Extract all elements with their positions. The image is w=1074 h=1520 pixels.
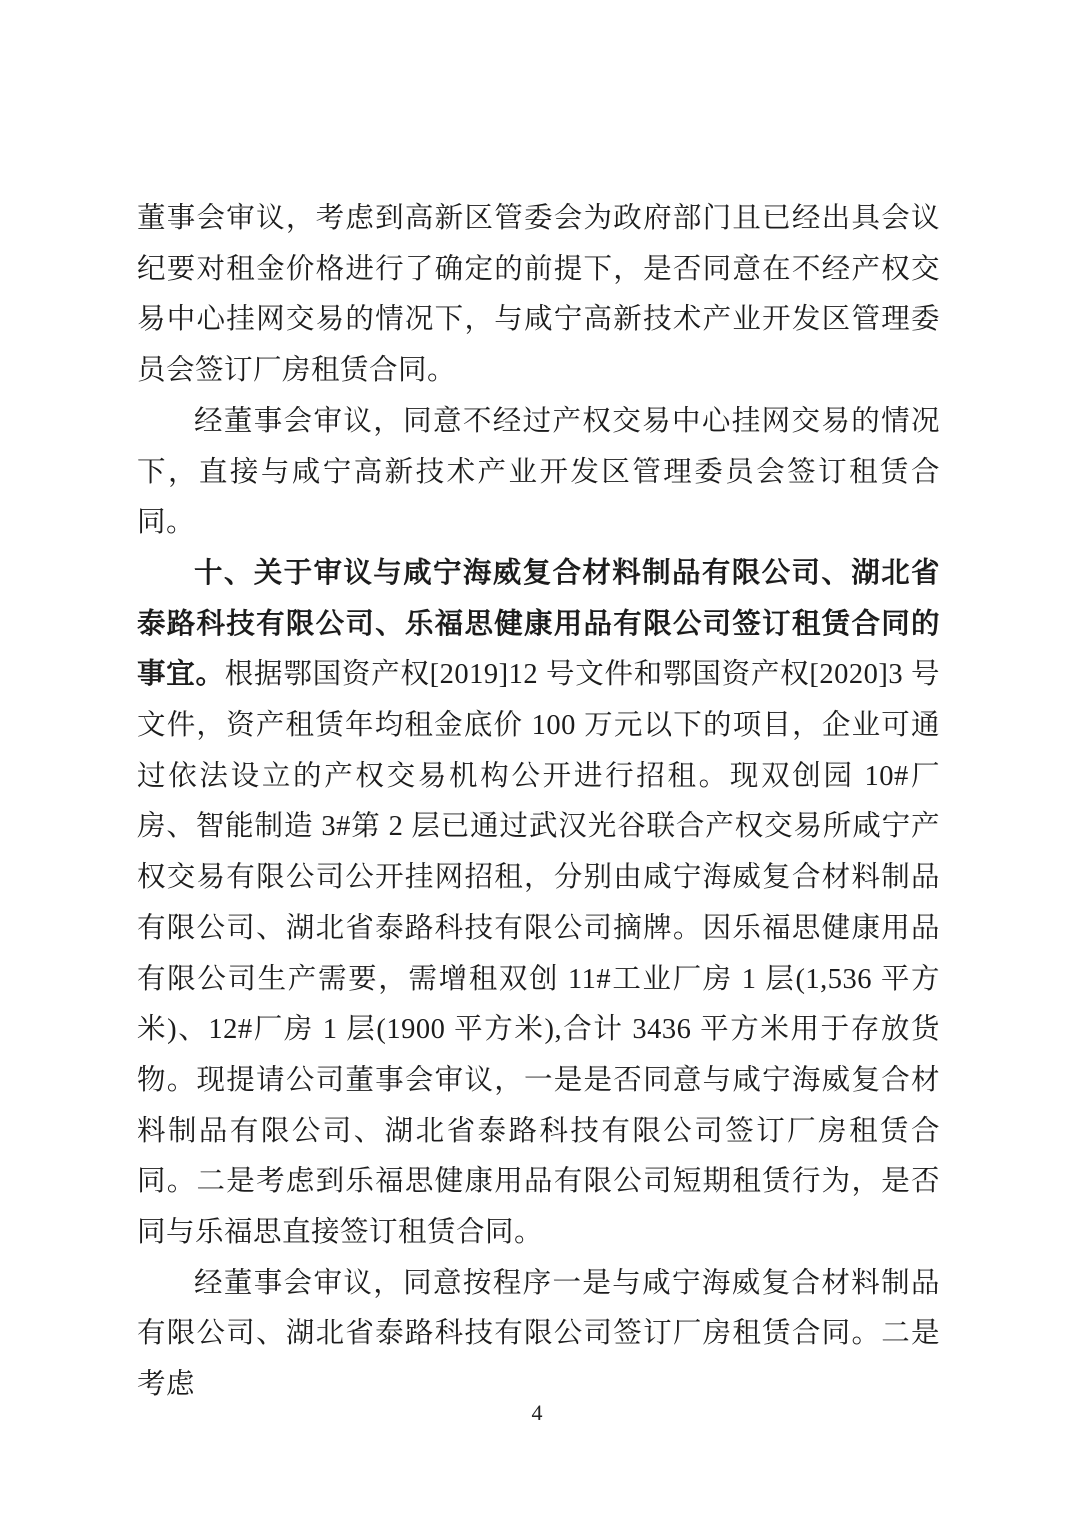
paragraph-item-10 [137, 549, 940, 1259]
document-body [137, 194, 940, 1411]
page-number: 4 [531, 1400, 543, 1425]
page-footer [0, 1398, 1074, 1428]
paragraph-resolution-item9: 经董事会审议，同意不经过产权交易中心挂网交易的情况下，直接与咸宁高新技术产业开发区管理委员会签订租赁合同。 [137, 405, 940, 539]
paragraph-continuation: 董事会审议，考虑到高新区管委会为政府部门且已经出具会议纪要对租金价格进行了确定的前提下，是否同意在不经产权交易中心挂网交易的情况下，与咸宁高新技术产业开发区管理委员会签订厂房租赁合同。 [137, 203, 940, 387]
section-body-item-10: 根据鄂国资产权[2019]12 号文件和鄂国资产权[2020]3 号文件，资产租赁年均租金底价 100 万元以下的项目，企业可通过依法设立的产权交易机构公开进行招租。现双创园 10#厂房、智能制造 3#第 2 层已通过武汉光谷联合产权交易所咸宁产权交易有限公司公开挂网招租，分别由咸宁海威复合材料制品有限公司、湖北省泰路科技有限公司摘牌。因乐福思健康用品有限公司生产需要，需增租双创 11#工业厂房 1 层(1,536 平方米)、12#厂房 1 层(1900 平方米),合计 3436 平方米用于存放货物。现提请公司董事会审议，一是是否同意与咸宁海威复合材料制品有限公司、湖北省泰路科技有限公司签订厂房租赁合同。二是考虑到乐福思健康用品有限公司短期租赁行为，是否同与乐福思直接签订租赁合同。 [137, 659, 940, 1249]
section-heading-item-10: 十、关于审议与咸宁海威复合材料制品有限公司、湖北省泰路科技有限公司、乐福思健康用品有限公司签订租赁合同的事宜。 [137, 557, 940, 691]
paragraph-resolution-item10: 经董事会审议，同意按程序一是与咸宁海威复合材料制品有限公司、湖北省泰路科技有限公司签订厂房租赁合同。二是考虑 [137, 1267, 940, 1401]
